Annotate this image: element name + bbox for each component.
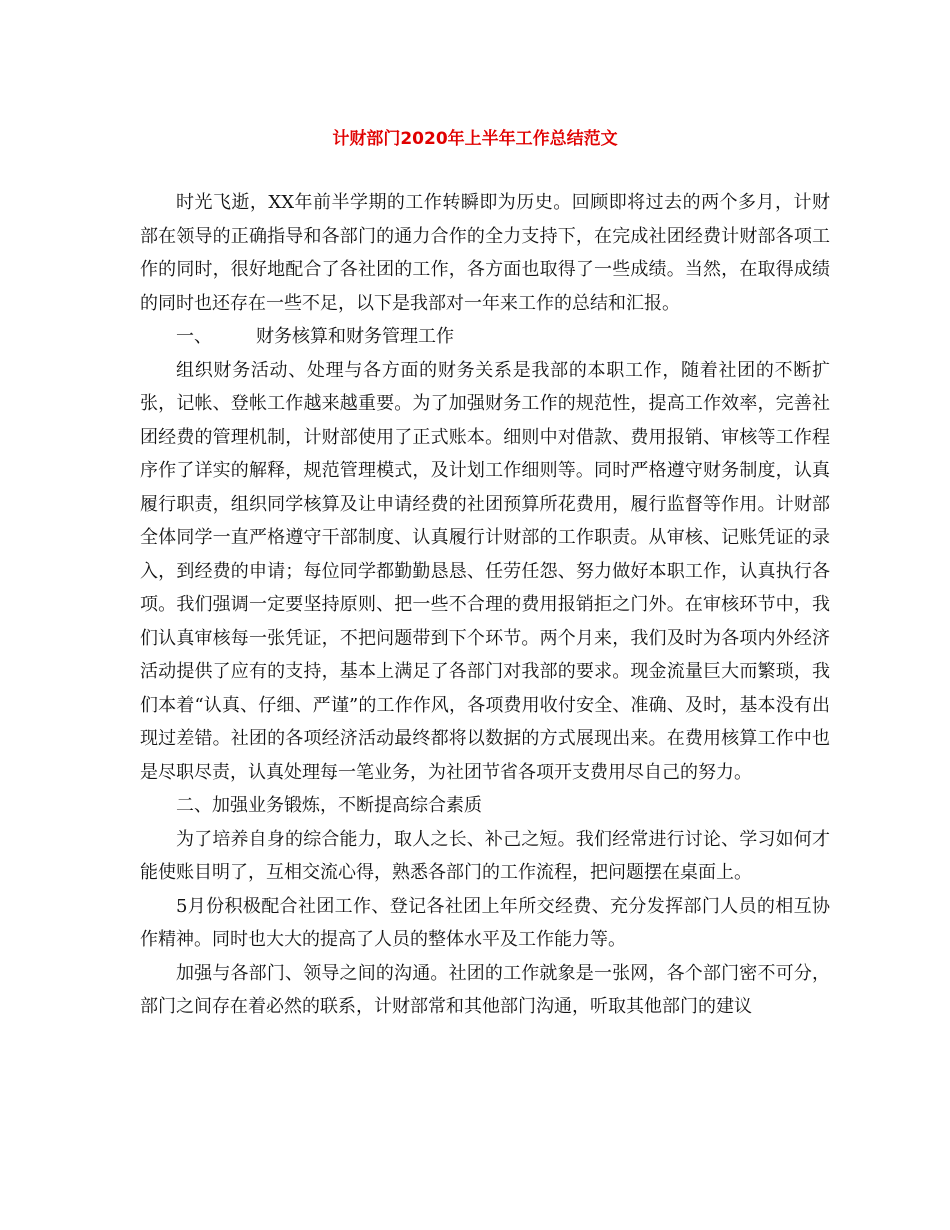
paragraph-section-1: 组织财务活动、处理与各方面的财务关系是我部的本职工作，随着社团的不断扩张，记帐、登帐工作越来越重要。为了加强财务工作的规范性，提高工作效率，完善社团经费的管理机制，计财部使用了正式账本。细则中对借款、费用报销、审核等工作程序作了详实的解释，规范管理模式，及计划工作细则等。同时严格遵守财务制度，认真履行职责，组织同学核算及让申请经费的社团预算所花费用，履行监督等作用。计财部全体同学一直严格遵守干部制度、认真履行计财部的工作职责。从审核、记账凭证的录入，到经费的申请；每位同学都勤勤恳恳、任劳任怨、努力做好本职工作，认真执行各项。我们强调一定要坚持原则、把一些不合理的费用报销拒之门外。在审核环节中，我们认真审核每一张凭证，不把问题带到下个环节。两个月来，我们及时为各项内外经济活动提供了应有的支持，基本上满足了各部门对我部的要求。现金流量巨大而繁琐，我们本着“认真、仔细、严谨”的工作作风，各项费用收付安全、准确、及时，基本没有出现过差错。社团的各项经济活动最终都将以数据的方式展现出来。在费用核算工作中也是尽职尽责，认真处理每一笔业务，为社团节省各项开支费用尽自己的努力。 xyxy=(140,359,830,783)
paragraph-section-2c: 加强与各部门、领导之间的沟通。社团的工作就象是一张网，各个部门密不可分，部门之间存在着必然的联系，计财部常和其他部门沟通，听取其他部门的建议 xyxy=(140,962,830,1017)
section-heading-2-number: 二、 xyxy=(176,795,212,816)
document-title: 计财部门2020年上半年工作总结范文 xyxy=(332,129,618,149)
section-heading-1-number: 一、 xyxy=(176,326,212,347)
paragraph-section-2b: 5月份积极配合社团工作、登记各社团上年所交经费、充分发挥部门人员的相互协作精神。同时也大大的提高了人员的整体水平及工作能力等。 xyxy=(140,895,830,950)
paragraph-intro: 时光飞逝，XX年前半学期的工作转瞬即为历史。回顾即将过去的两个多月，计财部在领导的正确指导和各部门的通力合作的全力支持下，在完成社团经费计财部各项工作的同时，很好地配合了各社团的工作，各方面也取得了一些成绩。当然，在取得成绩的同时也还存在一些不足，以下是我部对一年来工作的总结和汇报。 xyxy=(140,192,830,314)
section-heading-2-text: 加强业务锻炼，不断提高综合素质 xyxy=(212,795,482,816)
section-heading-1 xyxy=(140,320,830,354)
section-heading-1-text: 财务核算和财务管理工作 xyxy=(256,326,454,347)
document-body xyxy=(140,186,830,1024)
section-heading-2 xyxy=(140,789,830,823)
paragraph-section-2a: 为了培养自身的综合能力，取人之长、补己之短。我们经常进行讨论、学习如何才能使账目明了，互相交流心得，熟悉各部门的工作流程，把问题摆在桌面上。 xyxy=(140,828,830,883)
